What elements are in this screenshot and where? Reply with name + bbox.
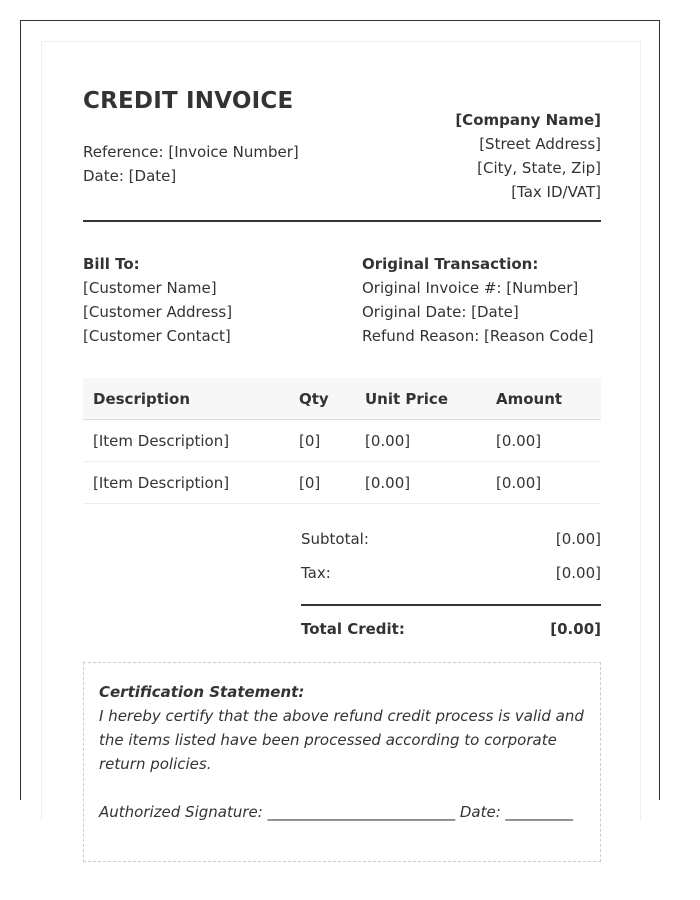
table-row — [83, 462, 601, 504]
tax-row — [301, 564, 601, 598]
company-street: [Street Address] — [479, 135, 601, 153]
page-frame — [20, 20, 660, 821]
line-items-table — [83, 378, 601, 504]
certification-box — [83, 662, 601, 862]
company-block — [455, 108, 601, 204]
item-qty: [0] — [289, 462, 355, 504]
subtotal-row — [301, 530, 601, 564]
original-date: Original Date: [Date] — [362, 303, 519, 321]
column-header-description: Description — [83, 378, 289, 420]
item-description: [Item Description] — [83, 420, 289, 462]
total-credit-label: Total Credit: — [301, 620, 405, 638]
item-amount: [0.00] — [486, 462, 601, 504]
item-description: [Item Description] — [83, 462, 289, 504]
tax-label: Tax: — [301, 564, 331, 582]
bill-to-heading: Bill To: — [83, 255, 140, 273]
tax-value: [0.00] — [555, 564, 601, 582]
item-unit-price: [0.00] — [355, 420, 486, 462]
original-invoice-number: Original Invoice #: [Number] — [362, 279, 579, 297]
total-credit-value: [0.00] — [550, 620, 601, 638]
customer-name: [Customer Name] — [83, 279, 217, 297]
original-transaction-heading: Original Transaction: — [362, 255, 539, 273]
original-transaction-block — [362, 252, 594, 348]
customer-contact: [Customer Contact] — [83, 327, 231, 345]
bill-to-block — [83, 252, 232, 348]
item-amount: [0.00] — [486, 420, 601, 462]
company-city: [City, State, Zip] — [477, 159, 601, 177]
company-name: [Company Name] — [455, 111, 601, 129]
company-tax: [Tax ID/VAT] — [511, 183, 601, 201]
item-unit-price: [0.00] — [355, 462, 486, 504]
invoice-header — [83, 88, 601, 206]
invoice-sheet — [41, 41, 641, 821]
totals-block — [301, 530, 601, 654]
subtotal-value: [0.00] — [555, 530, 601, 548]
certification-heading: Certification Statement: — [99, 683, 305, 701]
invoice-date: Date: [Date] — [83, 167, 177, 185]
column-header-amount: Amount — [486, 378, 601, 420]
header-divider — [83, 220, 601, 222]
column-header-unit-price: Unit Price — [355, 378, 486, 420]
column-header-qty: Qty — [289, 378, 355, 420]
certification-text: I hereby certify that the above refund credit process is valid and the items listed have been processed according to corporate return policies. — [99, 707, 584, 773]
table-row — [83, 420, 601, 462]
refund-reason: Refund Reason: [Reason Code] — [362, 327, 594, 345]
invoice-reference: Reference: [Invoice Number] — [83, 143, 299, 161]
item-qty: [0] — [289, 420, 355, 462]
table-header-row — [83, 378, 601, 420]
invoice-title: CREDIT INVOICE — [83, 88, 294, 114]
signature-line: Authorized Signature: _________________________ Date: _________ — [99, 803, 574, 821]
total-credit-row — [301, 604, 601, 654]
subtotal-label: Subtotal: — [301, 530, 369, 548]
customer-address: [Customer Address] — [83, 303, 233, 321]
